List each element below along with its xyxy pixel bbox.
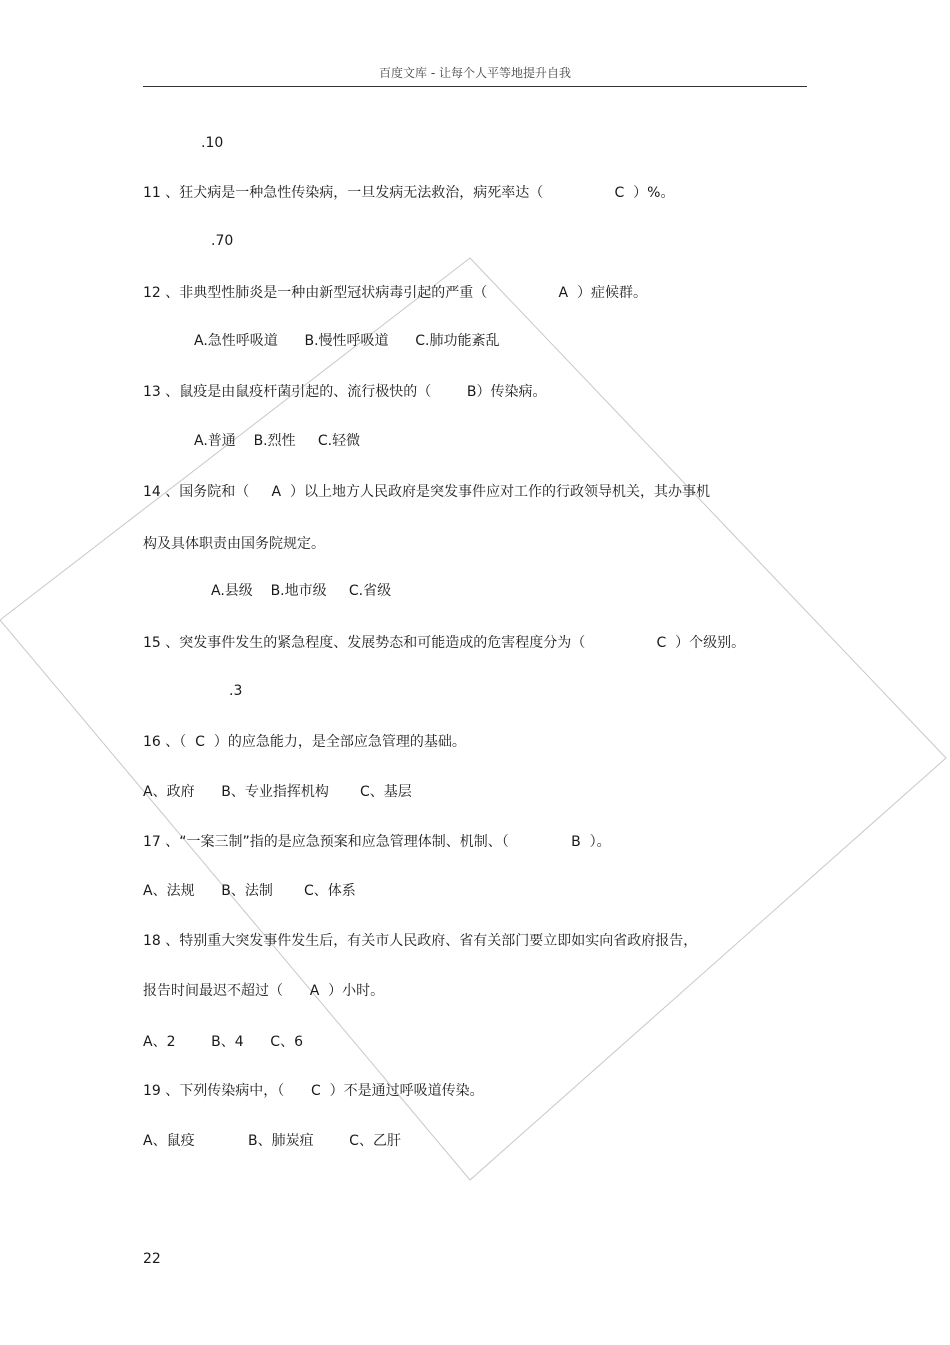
options-19: A、鼠疫 B、肺炭疽 C、乙肝 <box>143 1133 401 1149</box>
question-18-continued: 报告时间最迟不超过（ A ）小时。 <box>143 983 385 999</box>
options-12: A.急性呼吸道 B.慢性呼吸道 C.肺功能紊乱 <box>194 333 500 349</box>
question-14-continued: 构及具体职责由国务院规定。 <box>143 536 325 552</box>
question-12: 12 、非典型性肺炎是一种由新型冠状病毒引起的严重（ A ）症候群。 <box>143 285 647 301</box>
question-19: 19 、下列传染病中，（ C ）不是通过呼吸道传染。 <box>143 1083 484 1099</box>
options-14: A.县级 B.地市级 C.省级 <box>211 583 392 599</box>
options-17: A、法规 B、法制 C、体系 <box>143 883 356 899</box>
question-16: 16 、（ C ）的应急能力，是全部应急管理的基础。 <box>143 734 466 750</box>
page-header: 百度文库 - 让每个人平等地提升自我 <box>379 66 571 80</box>
options-18: A、2 B、4 C、6 <box>143 1034 303 1050</box>
page-number: 22 <box>143 1251 161 1267</box>
question-18: 18 、特别重大突发事件发生后，有关市人民政府、省有关部门要立即如实向省政府报告， <box>143 933 698 949</box>
question-11: 11 、狂犬病是一种急性传染病，一旦发病无法救治，病死率达（ C ）%。 <box>143 185 675 201</box>
option-line: .10 <box>201 135 224 151</box>
question-13: 13 、鼠疫是由鼠疫杆菌引起的、流行极快的（ B）传染病。 <box>143 384 547 400</box>
options-16: A、政府 B、专业指挥机构 C、基层 <box>143 784 412 800</box>
options-13: A.普通 B.烈性 C.轻微 <box>194 433 361 449</box>
question-17: 17 、“一案三制”指的是应急预案和应急管理体制、机制、（ B ）。 <box>143 834 611 850</box>
option-line: .3 <box>229 683 243 699</box>
question-14: 14 、国务院和（ A ）以上地方人民政府是突发事件应对工作的行政领导机关，其办事机 <box>143 484 710 500</box>
option-line: .70 <box>211 233 234 249</box>
header-divider <box>143 86 807 87</box>
question-15: 15 、突发事件发生的紧急程度、发展势态和可能造成的危害程度分为（ C ）个级别。 <box>143 635 746 651</box>
